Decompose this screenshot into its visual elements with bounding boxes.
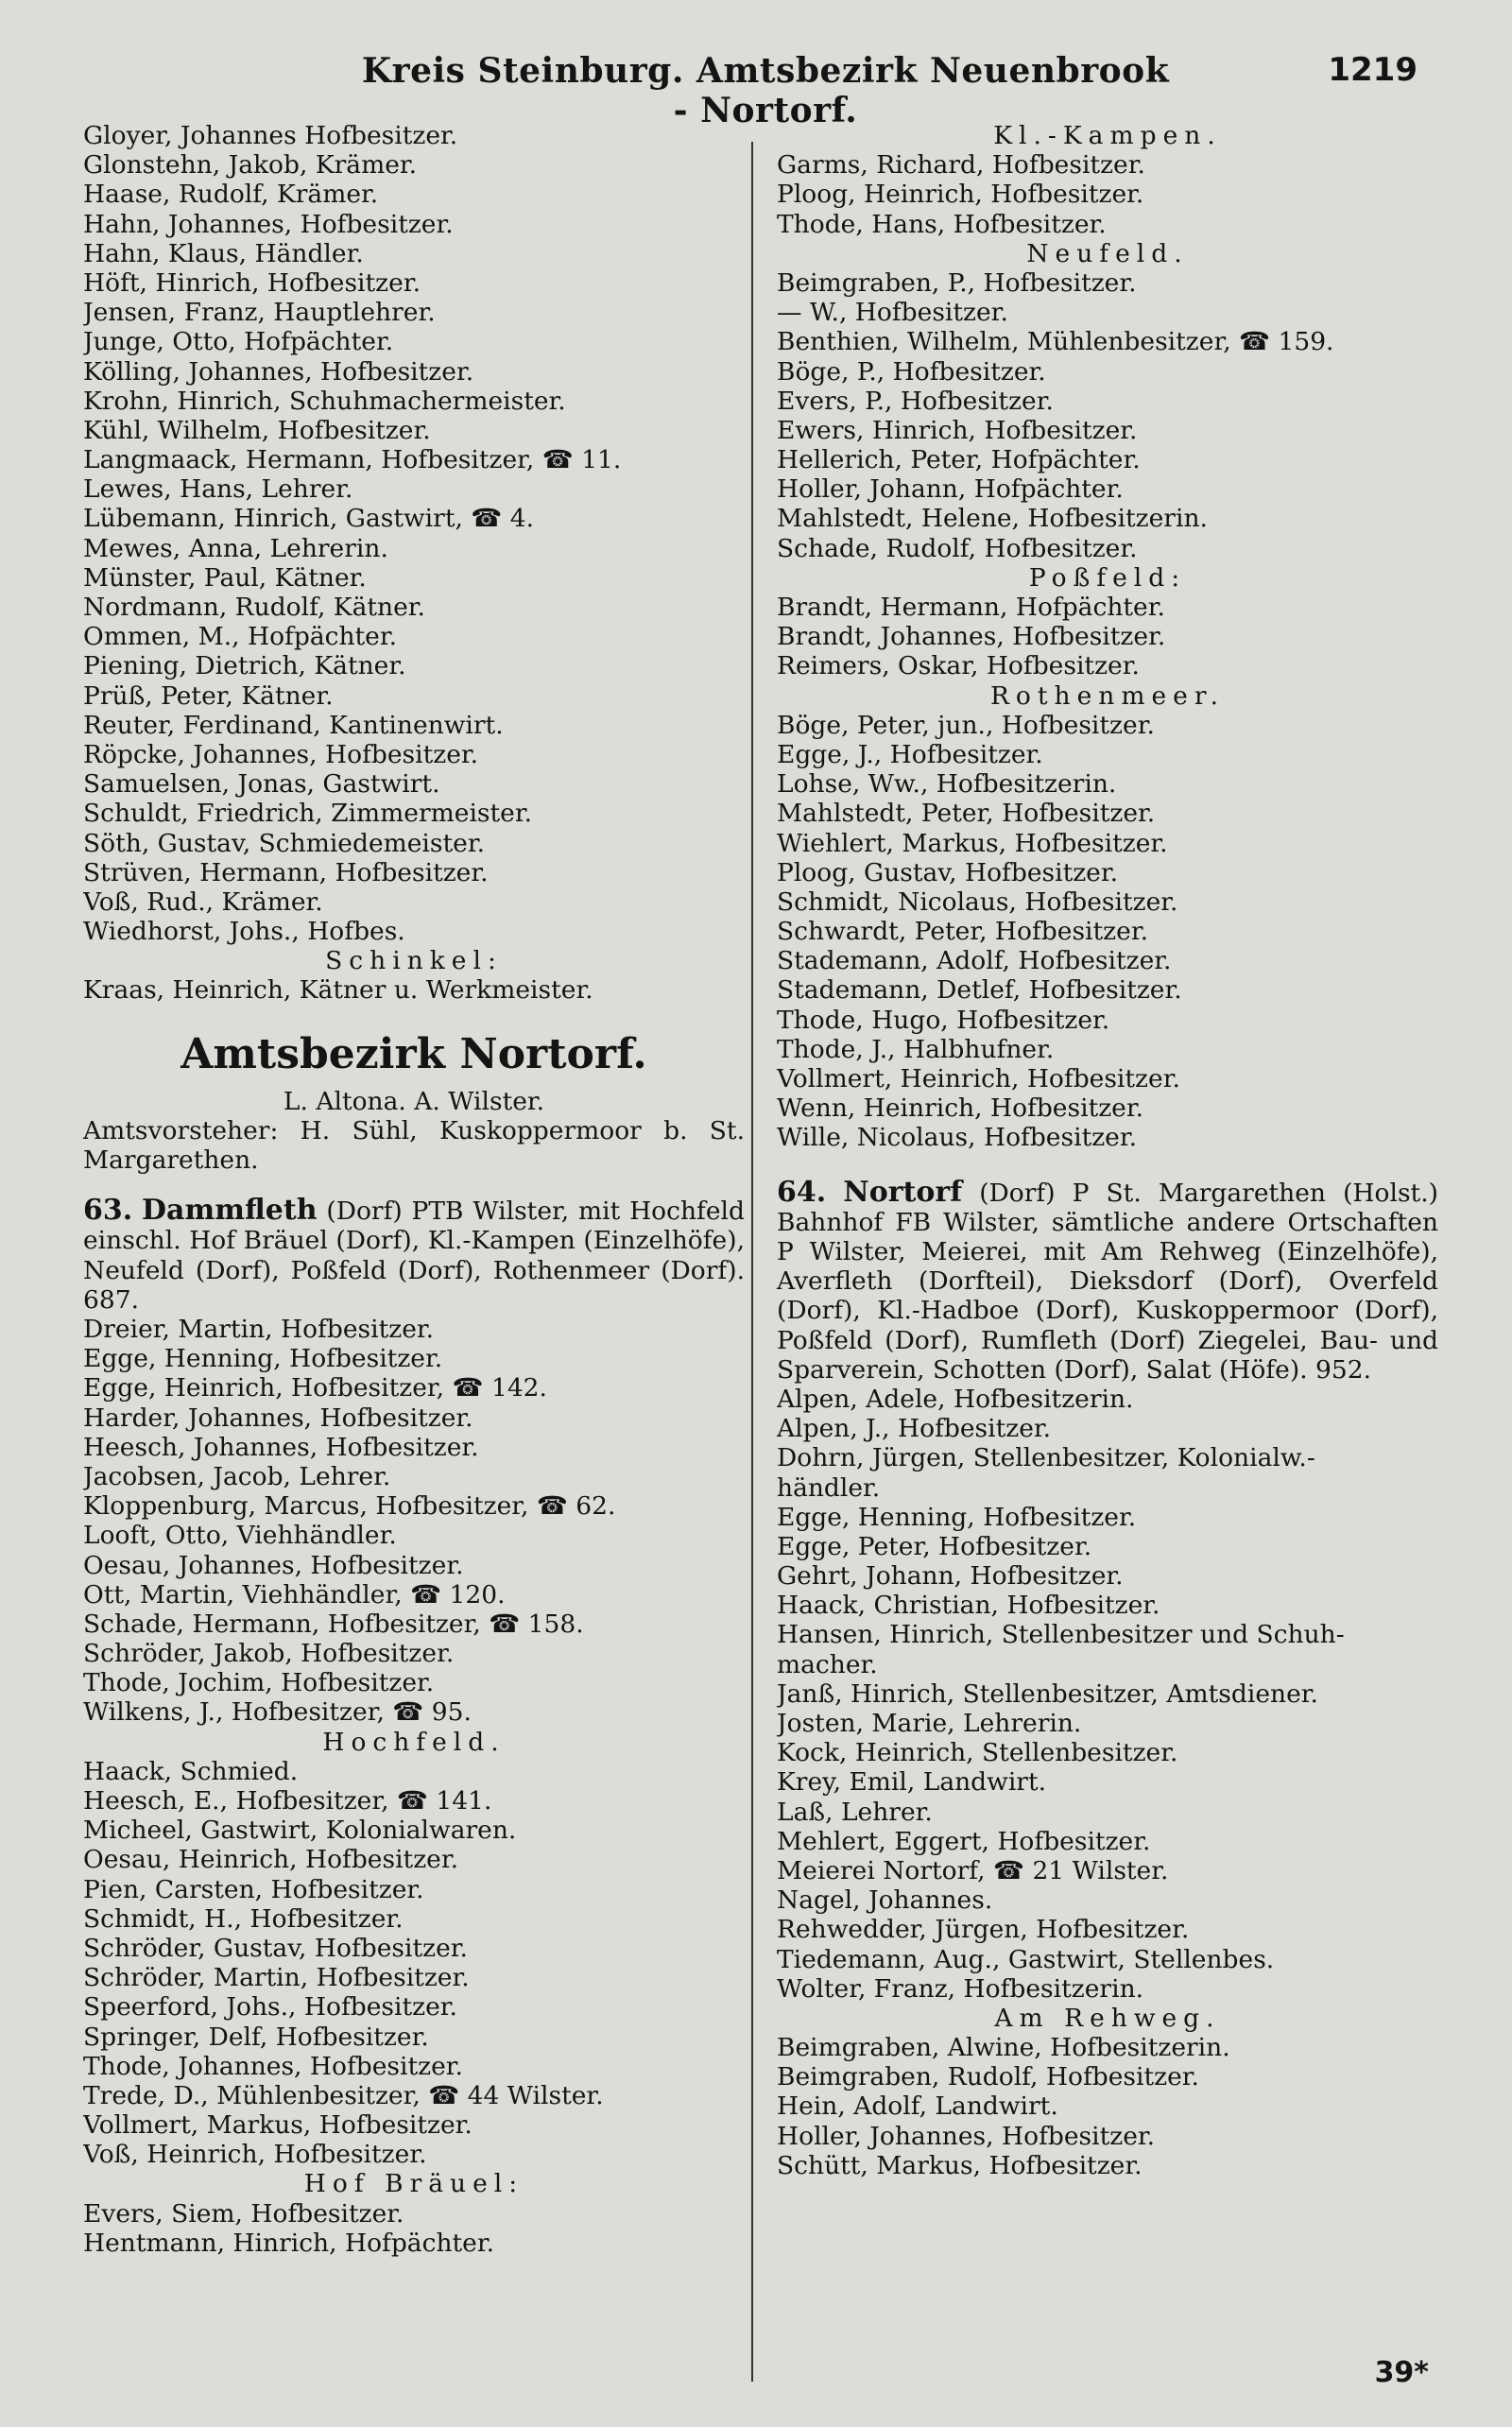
directory-line: Harder, Johannes, Hofbesitzer. (83, 1403, 473, 1433)
directory-line: Kock, Heinrich, Stellenbesitzer. (777, 1738, 1178, 1768)
directory-line: Schade, Hermann, Hofbesitzer, ☎ 158. (83, 1609, 584, 1639)
directory-line: Prüß, Peter, Kätner. (83, 680, 334, 711)
directory-line: Kölling, Johannes, Hofbesitzer. (83, 356, 474, 387)
directory-line: Langmaack, Hermann, Hofbesitzer, ☎ 11. (83, 445, 622, 475)
resident-list (777, 1385, 1438, 2004)
directory-line: Schmidt, Nicolaus, Hofbesitzer. (777, 886, 1178, 917)
directory-line: Ewers, Hinrich, Hofbesitzer. (777, 415, 1138, 445)
resident-list (83, 121, 745, 946)
directory-line: Thode, Hugo, Hofbesitzer. (777, 1005, 1110, 1035)
directory-line: Ommen, M., Hofpächter. (83, 622, 398, 652)
resident-list (777, 150, 1438, 239)
directory-line: Jacobsen, Jacob, Lehrer. (83, 1461, 391, 1491)
directory-line: Springer, Delf, Hofbesitzer. (83, 2022, 429, 2052)
section-heading-rothenmeer: Rothenmeer. (989, 680, 1226, 711)
entry-place-name: Nortorf (843, 1175, 963, 1209)
directory-line: Voß, Rud., Krämer. (83, 886, 323, 917)
directory-line: Beimgraben, Rudolf, Hofbesitzer. (777, 2062, 1199, 2092)
directory-line: Hentmann, Hinrich, Hofpächter. (83, 2228, 495, 2258)
directory-line: Brandt, Hermann, Hofpächter. (777, 593, 1165, 622)
directory-line: — W., Hofbesitzer. (777, 298, 1008, 328)
directory-line: Mahlstedt, Peter, Hofbesitzer. (777, 799, 1156, 829)
directory-line: Lohse, Ww., Hofbesitzerin. (777, 769, 1117, 800)
directory-line: Wiedhorst, Johs., Hofbes. (83, 917, 405, 947)
directory-line: Schröder, Gustav, Hofbesitzer. (83, 1933, 468, 1963)
directory-line: Schmidt, H., Hofbesitzer. (83, 1903, 404, 1934)
directory-line: Vollmert, Heinrich, Hofbesitzer. (777, 1064, 1180, 1093)
directory-line: Böge, Peter, jun., Hofbesitzer. (777, 710, 1155, 740)
directory-line: Holler, Johann, Hofpächter. (777, 474, 1124, 505)
resident-list (777, 268, 1438, 563)
directory-line: Samuelsen, Jonas, Gastwirt. (83, 769, 440, 800)
directory-line: Egge, Heinrich, Hofbesitzer, ☎ 142. (83, 1373, 547, 1403)
directory-line: Lewes, Hans, Lehrer. (83, 474, 353, 505)
resident-list (777, 711, 1438, 1153)
directory-line: Voß, Heinrich, Hofbesitzer. (83, 2140, 427, 2170)
directory-line: Dohrn, Jürgen, Stellenbesitzer, Kolonialw.- (777, 1443, 1315, 1473)
directory-line: Ploog, Gustav, Hofbesitzer. (777, 857, 1119, 887)
directory-line: Micheel, Gastwirt, Kolonialwaren. (83, 1816, 517, 1846)
directory-line: Schuldt, Friedrich, Zimmermeister. (83, 799, 533, 829)
entry-number: 63. (83, 1194, 133, 1228)
directory-line: Laß, Lehrer. (777, 1797, 933, 1827)
directory-line: Stademann, Adolf, Hofbesitzer. (777, 946, 1172, 976)
directory-line: Strüven, Hermann, Hofbesitzer. (83, 857, 489, 887)
directory-line: Schwardt, Peter, Hofbesitzer. (777, 917, 1148, 947)
entry-description: (Dorf) P St. Margarethen (Holst.) Bahnhof FB Wilster, sämtliche andere Ortschaften P Wilster, Meierei, mit Am Rehweg (Einzelhöfe), Averfleth (Dorfteil), Dieksdorf (Dorf), Overfeld (Dorf), Kl.-Hadboe (Dorf), Kuskoppermoor (Dorf), Poßfeld (Dorf), Rumfleth (Dorf) Ziegelei, Bau- und Sparverein, Schotten (Dorf), Salat (Höfe). 952. (777, 1178, 1438, 1385)
right-column (777, 121, 1438, 2180)
directory-line: Oesau, Johannes, Hofbesitzer. (83, 1550, 464, 1580)
directory-line: Nordmann, Rudolf, Kätner. (83, 593, 425, 622)
entry-description: (Dorf) PTB Wilster, mit Hochfeld einschl. Hof Bräuel (Dorf), Kl.-Kampen (Einzelhöfe), Neufeld (Dorf), Poßfeld (Dorf), Rothenmeer (Dorf). 687. (83, 1196, 745, 1315)
directory-line: Trede, D., Mühlenbesitzer, ☎ 44 Wilster. (83, 2080, 604, 2110)
left-column (83, 121, 745, 2258)
section-heading-schinkel: Schinkel: (325, 946, 503, 976)
resident-list (777, 2033, 1438, 2180)
directory-line: Höft, Hinrich, Hofbesitzer. (83, 267, 421, 298)
directory-line: Hahn, Johannes, Hofbesitzer. (83, 209, 454, 239)
directory-line: Söth, Gustav, Schmiedemeister. (83, 828, 486, 858)
directory-line: Egge, J., Hofbesitzer. (777, 739, 1043, 769)
directory-line: Junge, Otto, Hofpächter. (83, 327, 394, 357)
directory-line: Heesch, E., Hofbesitzer, ☎ 141. (83, 1786, 492, 1816)
directory-line: Vollmert, Markus, Hofbesitzer. (83, 2110, 472, 2141)
place-entry-64 (777, 1175, 1438, 1385)
directory-line: Oesau, Heinrich, Hofbesitzer. (83, 1845, 459, 1875)
directory-line: Stademann, Detlef, Hofbesitzer. (777, 975, 1182, 1006)
directory-line: Münster, Paul, Kätner. (83, 562, 367, 593)
page-number: 1219 (1328, 51, 1418, 89)
directory-line: Hansen, Hinrich, Stellenbesitzer und Schuh- (777, 1620, 1345, 1650)
directory-line: Haack, Schmied. (83, 1756, 299, 1786)
directory-line: Piening, Dietrich, Kätner. (83, 651, 406, 681)
directory-line: Heesch, Johannes, Hofbesitzer. (83, 1432, 479, 1462)
directory-line: Beimgraben, Alwine, Hofbesitzerin. (777, 2033, 1230, 2063)
amtsbezirk-heading: Amtsbezirk Nortorf. (180, 1029, 647, 1078)
section-heading-neufeld: Neufeld. (1026, 238, 1189, 268)
directory-line: Krohn, Hinrich, Schuhmachermeister. (83, 386, 566, 416)
directory-line: Böge, P., Hofbesitzer. (777, 356, 1046, 387)
directory-line: Garms, Richard, Hofbesitzer. (777, 150, 1145, 181)
amtsbezirk-subheading: L. Altona. A. Wilster. (283, 1086, 545, 1116)
directory-line: Hellerich, Peter, Hofpächter. (777, 445, 1141, 475)
directory-line: Josten, Marie, Lehrerin. (777, 1709, 1082, 1739)
directory-line: Reuter, Ferdinand, Kantinenwirt. (83, 710, 504, 740)
directory-line: Nagel, Johannes. (777, 1885, 993, 1916)
directory-line: Evers, P., Hofbesitzer. (777, 386, 1054, 416)
sheet-signature: 39* (1374, 2356, 1429, 2389)
directory-line: Egge, Henning, Hofbesitzer. (83, 1344, 443, 1374)
directory-line: Thode, J., Halbhufner. (777, 1034, 1055, 1064)
directory-line: Ott, Martin, Viehhändler, ☎ 120. (83, 1579, 506, 1609)
directory-line: Kühl, Wilhelm, Hofbesitzer. (83, 415, 431, 445)
directory-line: Alpen, J., Hofbesitzer. (777, 1414, 1052, 1444)
directory-line: Ploog, Heinrich, Hofbesitzer. (777, 180, 1144, 210)
directory-line: Wilkens, J., Hofbesitzer, ☎ 95. (83, 1697, 472, 1728)
directory-line: Alpen, Adele, Hofbesitzerin. (777, 1384, 1134, 1414)
section-heading-possfeld: Poßfeld: (1028, 562, 1187, 593)
directory-line: Meierei Nortorf, ☎ 21 Wilster. (777, 1855, 1169, 1885)
resident-list (83, 1757, 745, 2170)
directory-line: Schröder, Martin, Hofbesitzer. (83, 1963, 470, 1993)
directory-line: Evers, Siem, Hofbesitzer. (83, 2198, 404, 2229)
directory-line: Hahn, Klaus, Händler. (83, 238, 364, 268)
directory-line: Hein, Adolf, Landwirt. (777, 2091, 1058, 2122)
section-heading-kl-kampen: Kl.-Kampen. (993, 121, 1222, 150)
directory-line: Tiedemann, Aug., Gastwirt, Stellenbes. (777, 1944, 1275, 1974)
directory-line: Schade, Rudolf, Hofbesitzer. (777, 533, 1138, 563)
directory-line: Wenn, Heinrich, Hofbesitzer. (777, 1093, 1144, 1124)
directory-line: Krey, Emil, Landwirt. (777, 1767, 1047, 1798)
directory-line: Wiehlert, Markus, Hofbesitzer. (777, 828, 1168, 858)
section-heading-hof-braeuel: Hof Bräuel: (303, 2169, 524, 2199)
directory-line: Schröder, Jakob, Hofbesitzer. (83, 1639, 455, 1669)
directory-line: Holler, Johannes, Hofbesitzer. (777, 2121, 1156, 2151)
directory-line: Gloyer, Johannes Hofbesitzer. (83, 121, 458, 150)
directory-line: Benthien, Wilhelm, Mühlenbesitzer, ☎ 159. (777, 327, 1334, 357)
place-entry-63 (83, 1196, 745, 1315)
directory-line: Schütt, Markus, Hofbesitzer. (777, 2150, 1143, 2180)
directory-line: Haack, Christian, Hofbesitzer. (777, 1591, 1160, 1621)
directory-line: Pien, Carsten, Hofbesitzer. (83, 1874, 424, 1904)
resident-list (83, 1315, 745, 1728)
directory-line: Speerford, Johs., Hofbesitzer. (83, 1992, 457, 2022)
directory-line: Janß, Hinrich, Stellenbesitzer, Amtsdiener. (777, 1678, 1318, 1709)
directory-line: Dreier, Martin, Hofbesitzer. (83, 1315, 435, 1345)
column-divider (751, 142, 753, 2382)
directory-line: händler. (777, 1472, 881, 1503)
directory-line: Reimers, Oskar, Hofbesitzer. (777, 651, 1140, 681)
directory-line: Mehlert, Eggert, Hofbesitzer. (777, 1826, 1151, 1856)
directory-line: Thode, Jochim, Hofbesitzer. (83, 1668, 435, 1698)
page-header (0, 51, 1512, 130)
directory-line: Thode, Hans, Hofbesitzer. (777, 209, 1107, 239)
resident-list (83, 975, 745, 1005)
directory-line: Looft, Otto, Viehhändler. (83, 1521, 397, 1551)
directory-line: Mewes, Anna, Lehrerin. (83, 533, 388, 563)
directory-line: Haase, Rudolf, Krämer. (83, 180, 379, 210)
directory-line: Egge, Henning, Hofbesitzer. (777, 1502, 1137, 1532)
directory-line: Lübemann, Hinrich, Gastwirt, ☎ 4. (83, 504, 535, 534)
directory-line: Wolter, Franz, Hofbesitzerin. (777, 1973, 1144, 2004)
directory-line: Jensen, Franz, Hauptlehrer. (83, 298, 436, 328)
section-heading-hochfeld: Hochfeld. (322, 1727, 506, 1757)
directory-line: Glonstehn, Jakob, Krämer. (83, 150, 418, 181)
resident-list (83, 2199, 745, 2258)
directory-line: Röpcke, Johannes, Hofbesitzer. (83, 739, 479, 769)
section-heading-am-rehweg: Am Rehweg. (994, 2003, 1221, 2033)
directory-line: macher. (777, 1649, 878, 1679)
entry-place-name: Dammfleth (142, 1194, 318, 1228)
directory-line: Kloppenburg, Marcus, Hofbesitzer, ☎ 62. (83, 1491, 616, 1522)
directory-line: Mahlstedt, Helene, Hofbesitzerin. (777, 504, 1208, 534)
directory-line: Brandt, Johannes, Hofbesitzer. (777, 622, 1166, 652)
entry-number: 64. (777, 1175, 827, 1209)
resident-list (777, 593, 1438, 681)
amtsvorsteher-note: Amtsvorsteher: H. Sühl, Kuskoppermoor b. St. Margarethen. (83, 1115, 745, 1176)
directory-line: Egge, Peter, Hofbesitzer. (777, 1531, 1092, 1561)
directory-line: Wille, Nicolaus, Hofbesitzer. (777, 1123, 1138, 1153)
directory-line: Rehwedder, Jürgen, Hofbesitzer. (777, 1915, 1190, 1945)
directory-line: Gehrt, Johann, Hofbesitzer. (777, 1561, 1124, 1592)
directory-line: Beimgraben, P., Hofbesitzer. (777, 267, 1137, 298)
directory-line: Kraas, Heinrich, Kätner u. Werkmeister. (83, 975, 593, 1006)
directory-line: Thode, Johannes, Hofbesitzer. (83, 2051, 463, 2081)
running-title: Kreis Steinburg. Amtsbezirk Neuenbrook - Nortorf. (361, 51, 1170, 130)
